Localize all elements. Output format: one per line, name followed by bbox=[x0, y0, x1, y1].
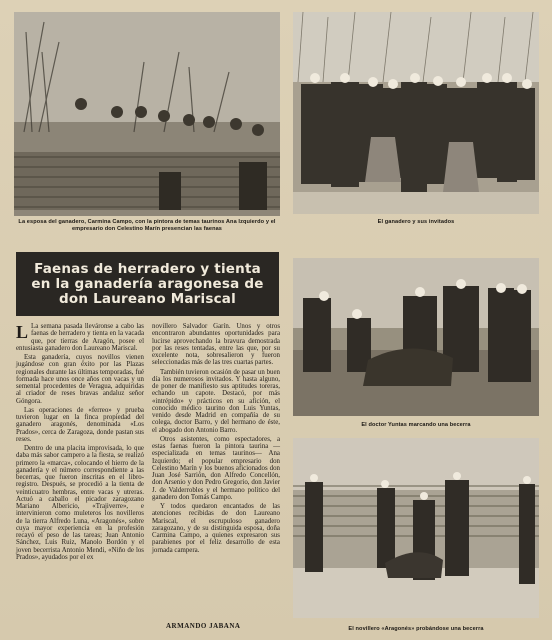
article-column-1 bbox=[16, 323, 144, 637]
article-paragraph: Y todos quedaron encantados de las atenciones recibidas de don Laureano Mariscal, el escrupuloso ganadero zaragozano, y de su distinguida esposa, doña Carmina Campo, a quienes expresaron sus parabienes por el feliz desarrollo de esta jornada campera. bbox=[152, 503, 280, 554]
caption-top-left: La esposa del ganadero, Carmina Campo, con la pintora de temas taurinos Ana Izquierdo y el empresario don Celestino Marín presencian las faenas bbox=[18, 219, 276, 232]
caption-mid-right: El doctor Yuntas marcando una becerra bbox=[361, 422, 471, 428]
article-title-box bbox=[16, 252, 279, 316]
article-paragraph: Las operaciones de «ferreo» y prueba tuvieron lugar en la finca propiedad del ganadero aragonés, denominada «Los Prados», cerca de Zaragoza, donde pastan sus reses. bbox=[16, 406, 144, 443]
article-signature: ARMANDO JABANA bbox=[166, 622, 241, 630]
caption-top-right: El ganadero y sus invitados bbox=[377, 219, 455, 225]
article-paragraph: Dentro de una placita improvisada, lo que daba más sabor campero a la fiesta, se realizó primero la «marca», colocando el hierro de la ganadería y el número correspondiente a las becerras, que fueron inscritas en el libro-registro. Después, se procedió a la tienta de veinticuatro hembras, entre vacas y utreras. Actuó a caballo el picador zaragozano Mariano Albericio, «Trajiverre», e intervinieron como muleteros los novilleros de la tierra Alfredo Luna, «Aragonés», sobre cuya mayor experiencia en la profesión recayó el peso de las tareas; Juan Antonio Sánchez, Luis Ruiz, Manolo Bordón y el joven becerrista Antonio Mendi, «Niño de los Prados», ayudados por el ex bbox=[16, 445, 144, 561]
photo-rancher-and-guests bbox=[293, 12, 539, 214]
article-title: Faenas de herradero y tienta en la ganadería aragonesa de don Laureano Mariscal bbox=[31, 260, 264, 307]
caption-bottom-right: El novillero «Aragonés» probándose una becerra bbox=[348, 626, 484, 632]
photo-novillero-with-calf bbox=[293, 438, 539, 618]
article-paragraph: También tuvieron ocasión de pasar un buen día los numerosos invitados. Y hasta alguno, de poner de manifiesto sus aptitudes toreras, echando un capote. Destacó, por más «intrépido» y prácticos en su afición, el conocido médico taurino don Luis Yuntas, venido desde Madrid en compañía de su colega, doctor Barro, y del hermano de éste, el abogado don Antonio Barro. bbox=[152, 368, 280, 434]
article-paragraph: Esta ganadería, cuyos novillos vienen jugándose con gran éxito por las Plazas regionales durante las últimas temporadas, fué formada hace unos once años con vacas y un semental procedentes de Veragua, adquiridas al criador de reses bravas andaluz señor Góngora. bbox=[16, 354, 144, 405]
article-paragraph: L La semana pasada lleváronse a cabo las faenas de herradero y tienta en la vacada que, por tierras de Aragón, posee el entusiasta ganadero don Laureano Mariscal. bbox=[16, 322, 144, 352]
photo-spectators-behind-fence bbox=[14, 12, 280, 216]
article-paragraph: novillero Salvador Garín. Unos y otros encontraron abundantes oportunidades para lucirse aprovechando la bravura demostrada por las reses tentadas, entre las que, por su excelente nota, sobresalieron y fueron seleccionadas más de las tres cuartas partes. bbox=[152, 323, 280, 367]
photo-doctor-branding-calf bbox=[293, 258, 539, 416]
article-paragraph: Otros asistentes, como espectadores, a estas faenas fueron la pintora taurina —especializada en temas taurinos— Ana Izquierdo; el popular empresario don Celestino Marín y los buenos aficionados don Juan José Sarrión, don Alfredo Concellón, don Arsenio y don Pedro Gregorio, don Javier J. de Valderrobles y el hermano político del ganadero don Tomás Campo. bbox=[152, 435, 280, 501]
dropcap: L bbox=[16, 322, 29, 342]
article-column-2 bbox=[152, 323, 280, 619]
